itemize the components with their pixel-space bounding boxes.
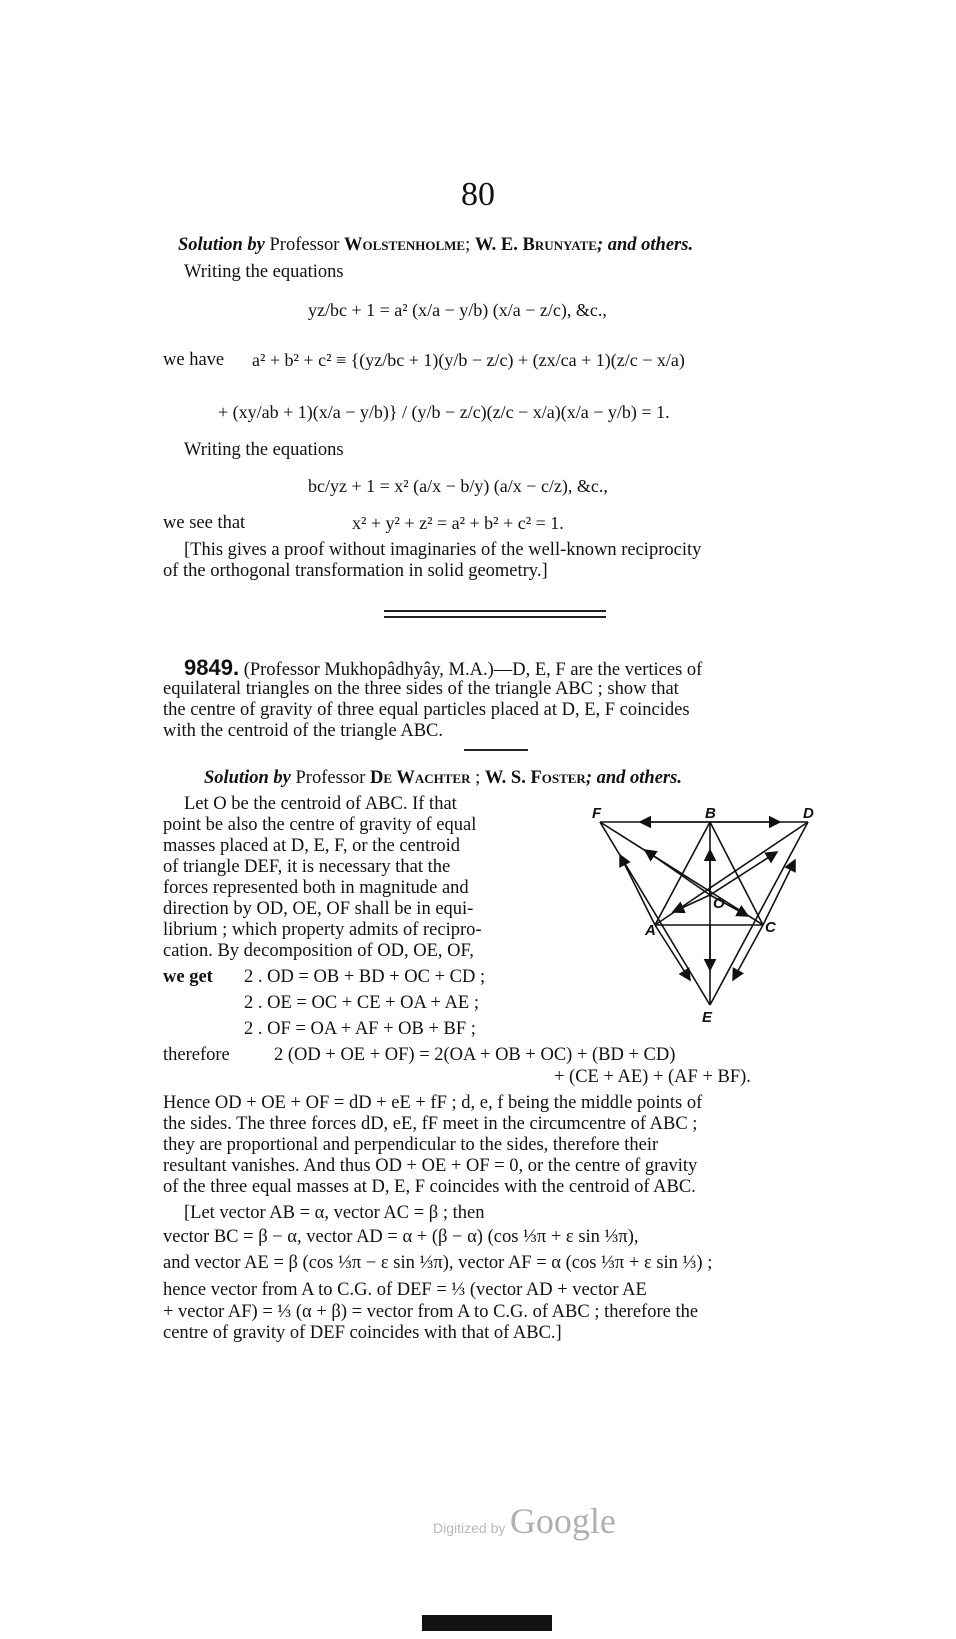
arrow-ae — [655, 925, 690, 980]
hence-line3: they are proportional and perpendicular to the sides, therefore their — [163, 1135, 659, 1155]
solution1-heading — [178, 235, 693, 256]
problem-line1 — [184, 657, 702, 681]
solution1-author1: Wolstenholme — [344, 235, 466, 255]
equation-3: + (xy/ab + 1)(x/a − y/b)} / (y/b − z/c)(z/c − x/a)(x/a − y/b) = 1. — [218, 402, 670, 422]
solution2-text-line: cation. By decomposition of OD, OE, OF, — [163, 941, 474, 961]
solution1-suffix: ; and others. — [596, 235, 694, 255]
equation-5: x² + y² + z² = a² + b² + c² = 1. — [352, 513, 564, 533]
figure-label-e: E — [702, 1009, 713, 1025]
line-fc — [600, 822, 763, 925]
line-fe — [600, 822, 710, 1005]
figure-label-c: C — [765, 919, 776, 936]
problem-number: 9849. — [184, 655, 240, 680]
solution1-title: Professor — [269, 235, 340, 255]
hence-line2: the sides. The three forces dD, eE, fF meet in the circumcentre of ABC ; — [163, 1114, 698, 1134]
vector-line2: vector BC = β − α, vector AD = α + (β − α) (cos ⅓π + ε sin ⅓π), — [163, 1227, 639, 1247]
solution2-text-line: point be also the centre of gravity of equal — [163, 815, 477, 835]
solution1-note-line1: [This gives a proof without imaginaries of the well-known reciprocity — [184, 540, 702, 560]
digitized-watermark — [433, 1500, 616, 1542]
problem-line3: the centre of gravity of three equal particles placed at D, E, F coincides — [163, 700, 690, 720]
we-see-label: we see that — [163, 513, 246, 533]
solution2-author2: W. S. Foster — [484, 768, 586, 788]
solution1-author2: W. E. Brunyate — [474, 235, 597, 255]
solution2-text-line: forces represented both in magnitude and — [163, 878, 469, 898]
solution2-author1: De Wachter — [370, 768, 471, 788]
figure-label-b: B — [705, 805, 716, 822]
vector-line6: centre of gravity of DEF coincides with that of ABC.] — [163, 1323, 562, 1343]
triangle-figure — [585, 800, 825, 1025]
we-have-label: we have — [163, 350, 225, 370]
figure-label-a: A — [645, 922, 656, 939]
solution2-prefix: Solution by — [204, 768, 291, 788]
vector-line4: hence vector from A to C.G. of DEF = ⅓ (vector AD + vector AE — [163, 1280, 647, 1300]
problem-line2: equilateral triangles on the three sides of the triangle ABC ; show that — [163, 679, 679, 699]
solution2-text-line: direction by OD, OE, OF shall be in equi- — [163, 899, 474, 919]
hence-line5: of the three equal masses at D, E, F coincides with the centroid of ABC. — [163, 1177, 696, 1197]
page-number: 80 — [461, 176, 495, 213]
equation-1: yz/bc + 1 = a² (x/a − y/b) (x/a − z/c), &c., — [308, 300, 607, 320]
equation-sum-line2: + (CE + AE) + (AF + BF). — [554, 1067, 751, 1087]
digitized-text: Digitized by — [433, 1520, 506, 1536]
problem-text1: (Professor Mukhopâdhyây, M.A.)—D, E, F are the vertices of — [243, 660, 703, 680]
short-rule — [464, 749, 528, 751]
equation-of: 2 . OF = OA + AF + OB + BF ; — [244, 1019, 476, 1039]
separator-rule-bottom — [384, 616, 606, 618]
google-logo: Google — [509, 1501, 616, 1541]
solution1-prefix: Solution by — [178, 235, 265, 255]
vector-line1: [Let vector AB = α, vector AC = β ; then — [184, 1203, 485, 1223]
figure-label-f: F — [592, 805, 602, 822]
figure-label-d: D — [803, 805, 814, 822]
solution2-text-line: masses placed at D, E, F, or the centroid — [163, 836, 461, 856]
solution2-title: Professor — [295, 768, 366, 788]
hence-line4: resultant vanishes. And thus OD + OE + OF = 0, or the centre of gravity — [163, 1156, 698, 1176]
arrow-af — [620, 855, 655, 925]
equation-sum-line1: 2 (OD + OE + OF) = 2(OA + OB + OC) + (BD + CD) — [274, 1045, 676, 1065]
solution2-suffix: ; and others. — [585, 768, 682, 788]
page-bottom-bar — [422, 1615, 552, 1631]
solution2-text-line: librium ; which property admits of recipro- — [163, 920, 482, 940]
vector-line5: + vector AF) = ⅓ (α + β) = vector from A to C.G. of ABC ; therefore the — [163, 1302, 699, 1322]
vector-line3: and vector AE = β (cos ⅓π − ε sin ⅓π), vector AF = α (cos ⅓π + ε sin ⅓) ; — [163, 1253, 713, 1273]
solution2-text-line: of triangle DEF, it is necessary that the — [163, 857, 451, 877]
solution1-sep: ; — [465, 235, 471, 255]
solution1-line2: Writing the equations — [184, 440, 344, 460]
equation-2: a² + b² + c² ≡ {(yz/bc + 1)(y/b − z/c) + (zx/ca + 1)(z/c − x/a) — [252, 350, 685, 370]
arrow-oa — [673, 895, 710, 912]
arrow-of — [645, 850, 710, 895]
solution1-note-line2: of the orthogonal transformation in solid geometry.] — [163, 561, 548, 581]
problem-line4: with the centroid of the triangle ABC. — [163, 721, 444, 741]
separator-rule-top — [384, 610, 606, 612]
arrow-cd — [763, 860, 795, 925]
therefore-label: therefore — [163, 1045, 230, 1065]
we-get-label: we get — [163, 967, 213, 987]
equation-4: bc/yz + 1 = x² (a/x − b/y) (a/x − c/z), &c., — [308, 476, 608, 496]
solution2-heading: Solution by Professor De Wachter ; W. S. Foster; and others. — [204, 768, 682, 788]
figure-label-o: O — [713, 895, 725, 912]
solution1-line1: Writing the equations — [184, 262, 344, 282]
equation-od: 2 . OD = OB + BD + OC + CD ; — [244, 967, 486, 987]
solution2-text-line: Let O be the centroid of ABC. If that — [184, 794, 457, 814]
hence-line1: Hence OD + OE + OF = dD + eE + fF ; d, e, f being the middle points of — [163, 1093, 703, 1113]
equation-oe: 2 . OE = OC + CE + OA + AE ; — [244, 993, 479, 1013]
